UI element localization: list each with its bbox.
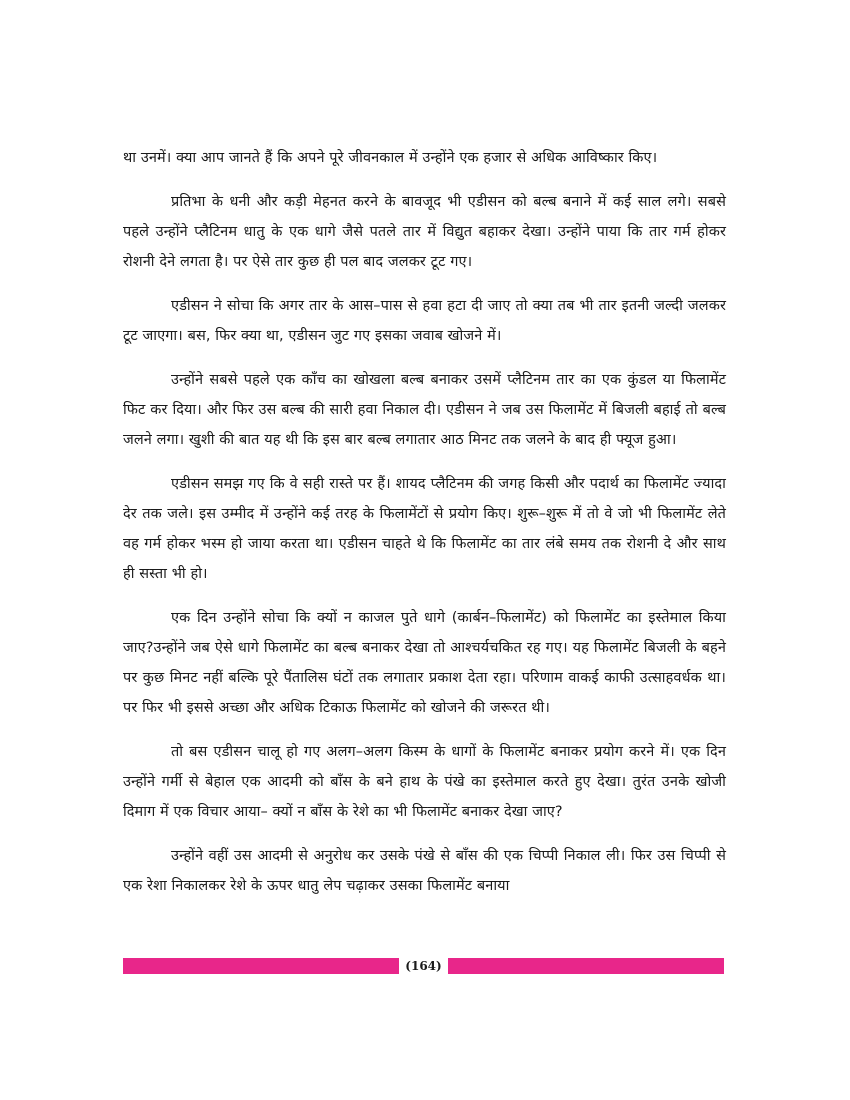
- paragraph-5: एडीसन समझ गए कि वे सही रास्ते पर हैं। शायद प्लैटिनम की जगह किसी और पदार्थ का फिलामेंट ज्यादा देर तक जले। इस उम्मीद में उन्होंने कई तरह के फिलामेंटों से प्रयोग किए। शुरू–शुरू में तो वे जो भी फिलामेंट लेते वह गर्म होकर भस्म हो जाया करता था। एडीसन चाहते थे कि फिलामेंट का तार लंबे समय तक रोशनी दे और साथ ही सस्ता भी हो।: [123, 476, 726, 582]
- page-footer: [123, 957, 724, 975]
- page-number: (164): [405, 959, 442, 973]
- page-body: [123, 143, 726, 915]
- paragraph-2: प्रतिभा के धनी और कड़ी मेहनत करने के बावजूद भी एडीसन को बल्ब बनाने में कई साल लगे। सबसे पहले उन्होंने प्लैटिनम धातु के एक धागे जैसे पतले तार में विद्युत बहाकर देखा। उन्होंने पाया कि तार गर्म होकर रोशनी देने लगता है। पर ऐसे तार कुछ ही पल बाद जलकर टूट गए।: [123, 194, 726, 270]
- footer-bar-left: [123, 958, 399, 974]
- paragraph-7: तो बस एडीसन चालू हो गए अलग–अलग किस्म के धागों के फिलामेंट बनाकर प्रयोग करने में। एक दिन उन्होंने गर्मी से बेहाल एक आदमी को बाँस के बने हाथ के पंखे का इस्तेमाल करते हुए देखा। तुरंत उनके खोजी दिमाग में एक विचार आया– क्यों न बाँस के रेशे का भी फिलामेंट बनाकर देखा जाए?: [123, 744, 726, 820]
- paragraph-6: एक दिन उन्होंने सोचा कि क्यों न काजल पुते धागे (कार्बन–फिलामेंट) को फिलामेंट का इस्तेमाल किया जाए?उन्होंने जब ऐसे धागे फिलामेंट का बल्ब बनाकर देखा तो आश्चर्यचकित रह गए। यह फिलामेंट बिजली के बहने पर कुछ मिनट नहीं बल्कि पूरे पैंतालिस घंटों तक लगातार प्रकाश देता रहा। परिणाम वाकई काफी उत्साहवर्धक था। पर फिर भी इससे अच्छा और अधिक टिकाऊ फिलामेंट को खोजने की जरूरत थी।: [123, 610, 726, 716]
- footer-bar-right: [448, 958, 724, 974]
- paragraph-1: था उनमें। क्या आप जानते हैं कि अपने पूरे जीवनकाल में उन्होंने एक हजार से अधिक आविष्कार किए।: [123, 150, 658, 166]
- paragraph-8: उन्होंने वहीं उस आदमी से अनुरोध कर उसके पंखे से बाँस की एक चिप्पी निकाल ली। फिर उस चिप्पी से एक रेशा निकालकर रेशे के ऊपर धातु लेप चढ़ाकर उसका फिलामेंट बनाया: [123, 848, 726, 894]
- paragraph-3: एडीसन ने सोचा कि अगर तार के आस–पास से हवा हटा दी जाए तो क्या तब भी तार इतनी जल्दी जलकर टूट जाएगा। बस, फिर क्या था, एडीसन जुट गए इसका जवाब खोजने में।: [123, 298, 726, 344]
- paragraph-4: उन्होंने सबसे पहले एक काँच का खोखला बल्ब बनाकर उसमें प्लैटिनम तार का एक कुंडल या फिलामेंट फिट कर दिया। और फिर उस बल्ब की सारी हवा निकाल दी। एडीसन ने जब उस फिलामेंट में बिजली बहाई तो बल्ब जलने लगा। खुशी की बात यह थी कि इस बार बल्ब लगातार आठ मिनट तक जलने के बाद ही फ्यूज हुआ।: [123, 372, 726, 448]
